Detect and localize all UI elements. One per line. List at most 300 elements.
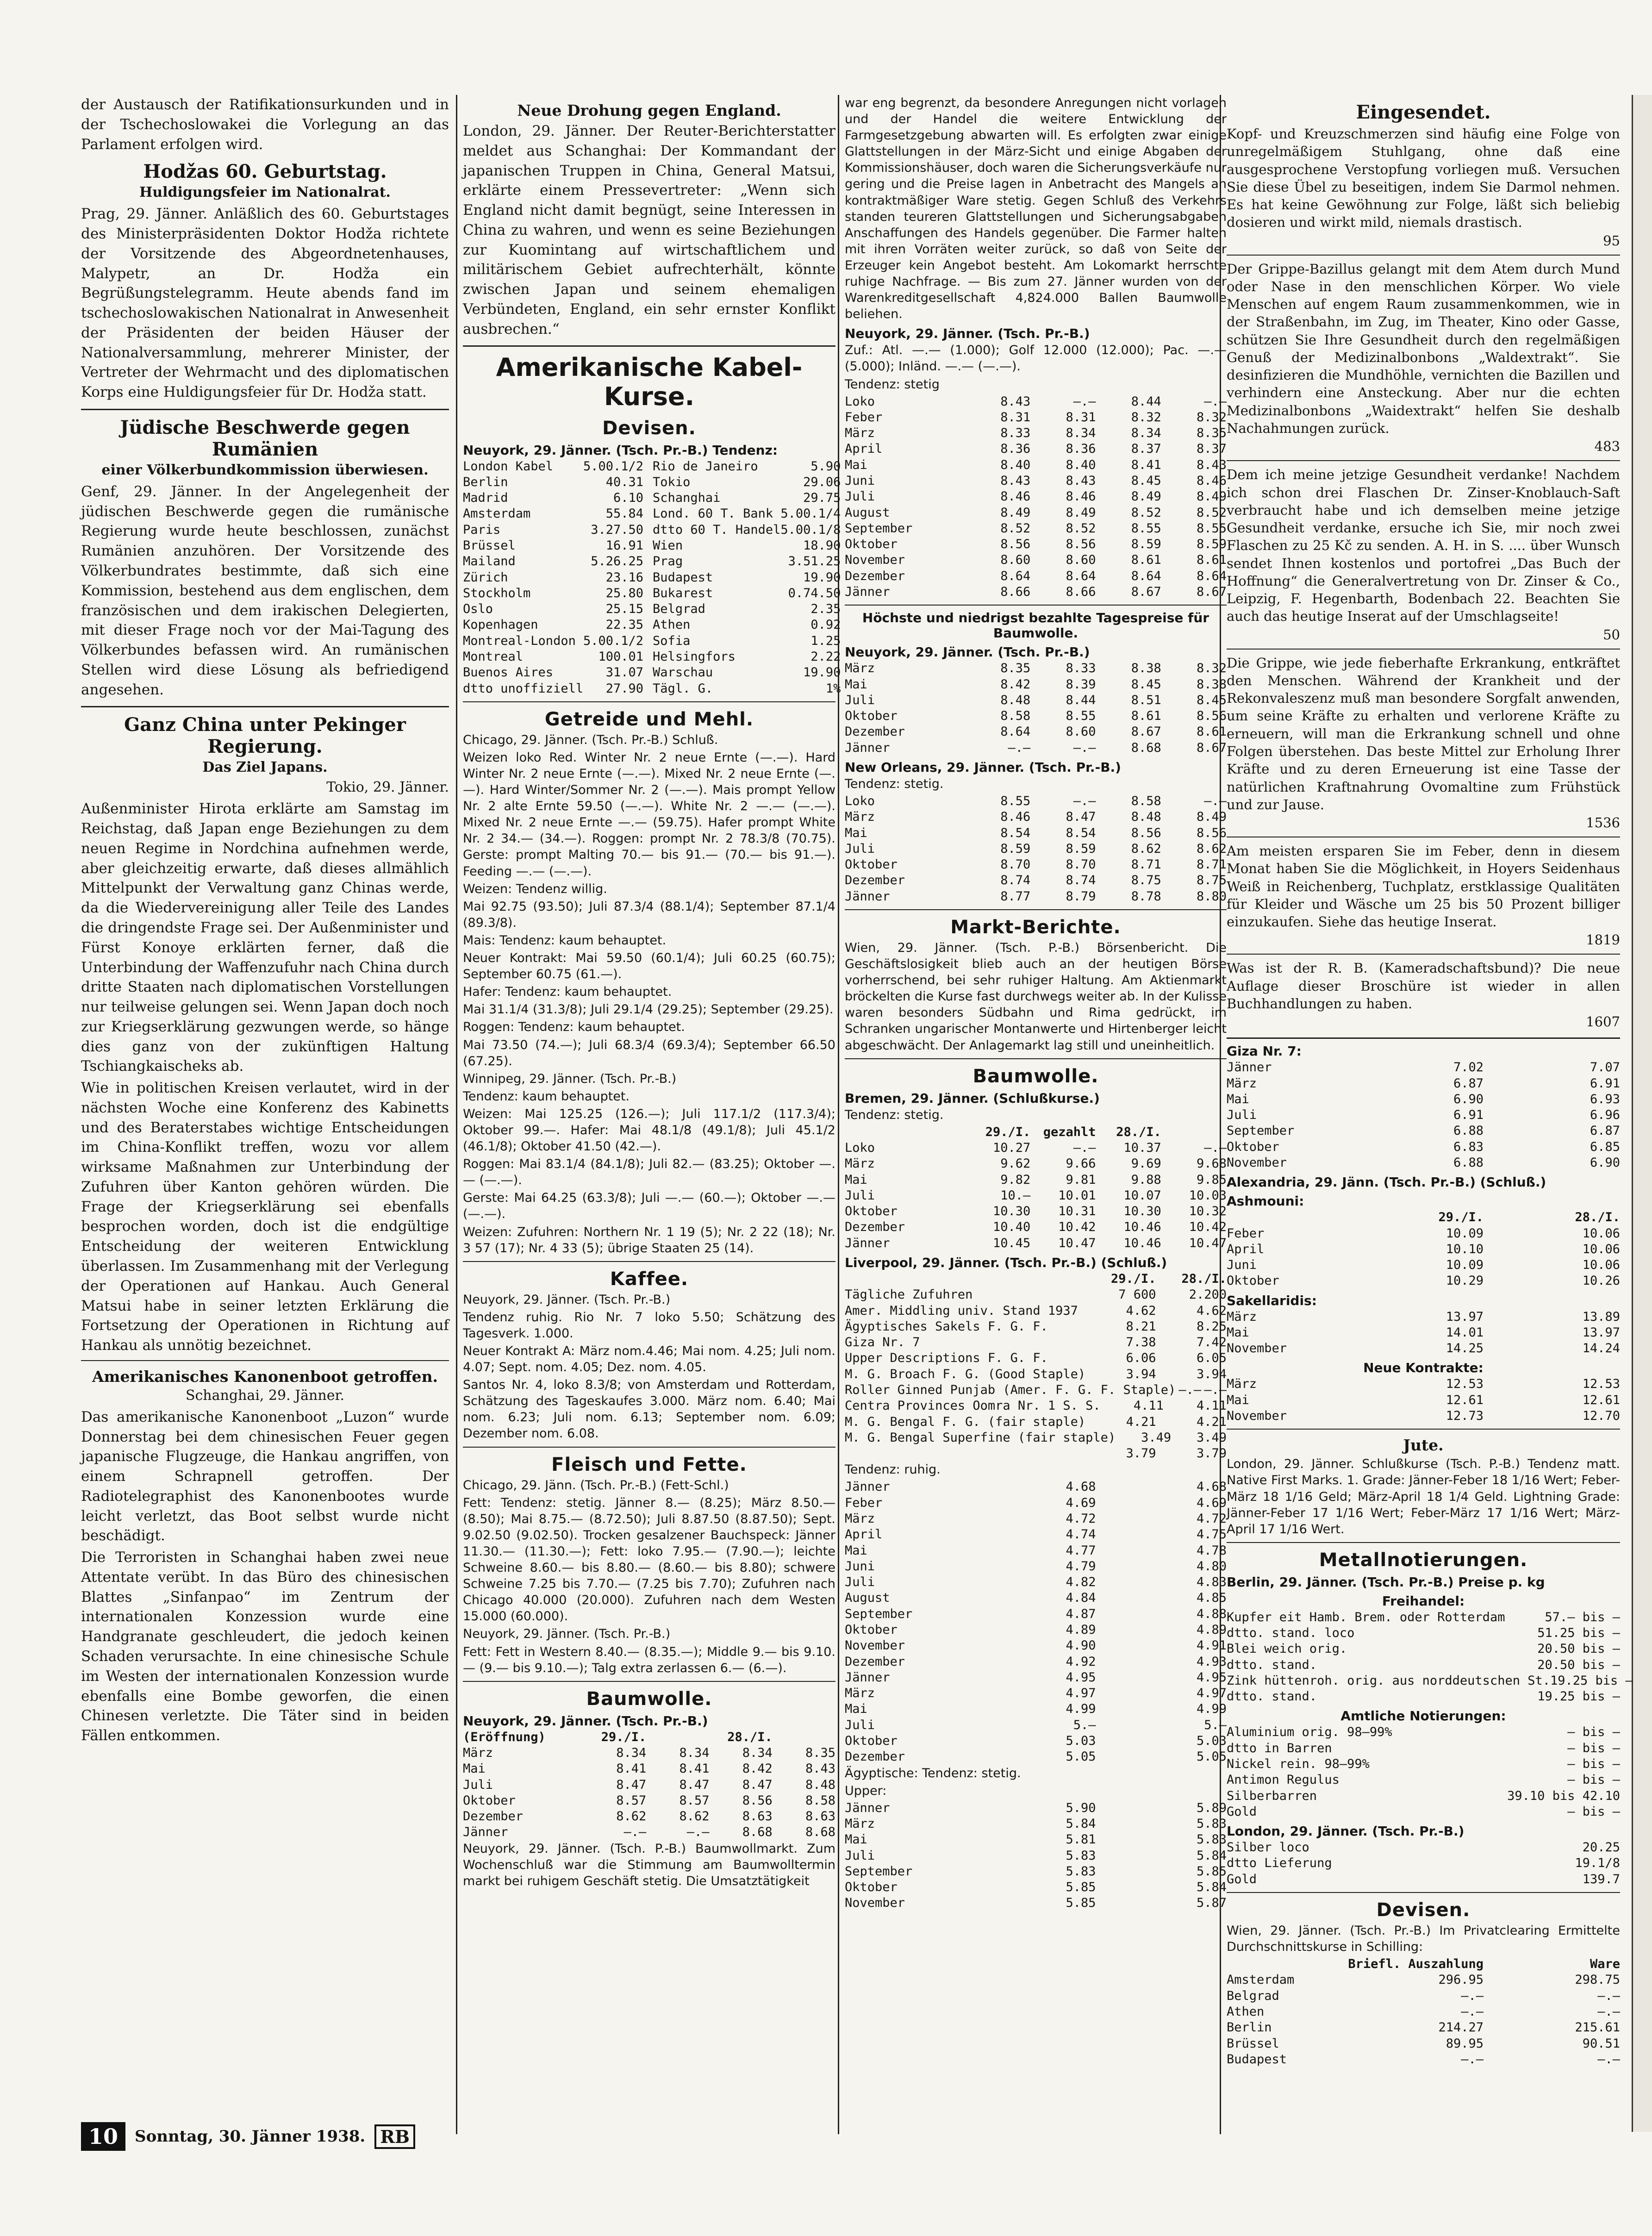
- table-row: [845, 1446, 1227, 1462]
- table-row: [845, 1511, 1227, 1527]
- table-row: [845, 740, 1227, 756]
- row-value: —.—: [1204, 394, 1227, 409]
- table-row: [845, 1895, 1227, 1911]
- table-row: [845, 1335, 1227, 1350]
- row-value: 9.88: [1131, 1172, 1161, 1187]
- table-row: [653, 633, 841, 649]
- table-row: [845, 1606, 1227, 1622]
- advert-number: 483: [1594, 438, 1620, 455]
- row-value: 5.84: [1196, 1848, 1227, 1863]
- row-value: 10.30: [1123, 1204, 1161, 1219]
- table-row: [845, 1414, 1227, 1430]
- row-value: 8.34: [679, 1745, 710, 1760]
- row-label: Dezember: [463, 1809, 524, 1824]
- row-value: 5.90: [810, 459, 841, 474]
- row-value: 8.63: [742, 1809, 773, 1824]
- row-value: —.—: [1073, 740, 1096, 755]
- table-row: [845, 1367, 1227, 1382]
- table-row: [845, 1156, 1227, 1172]
- article-title-juedische: Jüdische Beschwerde gegen Rumänien: [120, 416, 410, 460]
- table-row: [845, 841, 1227, 857]
- wien-devisen-table: [1227, 1956, 1620, 2067]
- table-row: [845, 1749, 1227, 1765]
- table-row: [845, 1622, 1227, 1638]
- row-value: 12.70: [1582, 1409, 1620, 1424]
- row-value: 8.59: [1000, 841, 1031, 856]
- row-value: 8.57: [616, 1793, 647, 1808]
- sakellaridis-table: [1227, 1309, 1620, 1357]
- row-value: 5.84: [1066, 1817, 1096, 1831]
- row-value: 8.66: [1000, 584, 1031, 599]
- table-row: [463, 1824, 835, 1840]
- row-label: Montreal-London: [463, 633, 576, 648]
- row-value: 8.32: [1196, 410, 1227, 425]
- row-label: November: [1227, 1155, 1287, 1170]
- row-value: 8.78: [1131, 889, 1161, 904]
- row-value: 8.35: [1000, 661, 1031, 676]
- row-value: 8.74: [1000, 873, 1031, 888]
- row-label: Mai: [1227, 1393, 1249, 1407]
- row-label: November: [845, 1896, 905, 1911]
- row-label: Mai: [1227, 1325, 1249, 1340]
- advert-ovomaltine: Die Grippe, wie jede fieberhafte Erkrankung, entkräftet den Menschen. Während der Krankheit und der Rekonvaleszenz muß man besondere Sorgfalt anwenden, um seine Kräfte zu erhalten und verlorene Kräfte zu erneuern, will man die Erkrankung schnell und ohne Folgen überstehen. Das beste Mittel zur Erholung Ihrer Kräfte und zu deren Erneuerung ist eine Tasse der natürlichen Kraftnahrung Ovomaltine zum Frühstück und zur Jause.: [1227, 655, 1620, 812]
- row-value: 8.67: [1196, 584, 1227, 599]
- row-value: 8.70: [1066, 857, 1096, 872]
- table-row: [653, 459, 841, 475]
- table-row: [463, 506, 643, 522]
- row-value: 12.73: [1446, 1409, 1484, 1424]
- kaffee-report: [463, 1292, 835, 1442]
- table-row: [653, 522, 841, 538]
- row-value: 7 600: [1118, 1287, 1156, 1302]
- row-label: Juli: [1227, 1108, 1257, 1123]
- table-row: [845, 1188, 1227, 1204]
- row-label: April: [1227, 1242, 1265, 1256]
- row-label: Stockholm: [463, 586, 531, 600]
- row-label: dtto in Barren: [1227, 1741, 1332, 1755]
- row-value: 8.58: [805, 1793, 835, 1808]
- row-value: 3.49: [1141, 1430, 1172, 1445]
- row-value: 3.94: [1126, 1367, 1156, 1381]
- row-value: 8.43: [1196, 457, 1227, 472]
- divider: [1227, 1542, 1620, 1543]
- table-row: [845, 505, 1227, 521]
- row-label: Antimon Regulus: [1227, 1773, 1340, 1787]
- report-line: Weizen: Tendenz willig.: [463, 881, 607, 896]
- row-value: 51.25 bis —: [1537, 1626, 1620, 1641]
- row-value: 10.01: [1058, 1188, 1096, 1203]
- row-label: September: [845, 1864, 913, 1879]
- row-value: 9.66: [1066, 1156, 1096, 1171]
- table-row: [845, 693, 1227, 708]
- section-title-kabel-kurse: Amerikanische Kabel-Kurse.: [496, 353, 803, 411]
- row-value: 8.42: [1000, 677, 1031, 692]
- row-value: 4.62: [1196, 1303, 1227, 1318]
- table-row: [845, 441, 1227, 457]
- row-value: 8.45: [1131, 677, 1161, 692]
- row-value: 14.01: [1446, 1325, 1484, 1340]
- divider: [463, 1447, 835, 1448]
- row-value: Ware: [1590, 1957, 1620, 1972]
- row-value: 10.03: [1189, 1188, 1227, 1203]
- row-value: 3.94: [1196, 1367, 1227, 1381]
- section-title-metall: Metallnotierungen.: [1319, 1549, 1528, 1571]
- table-row: [845, 1287, 1227, 1303]
- table-row: [653, 538, 841, 554]
- row-value: 8.36: [1066, 442, 1096, 456]
- advert-number: 95: [1603, 232, 1620, 249]
- row-value: 57.— bis —: [1545, 1610, 1620, 1624]
- row-value: 8.35: [805, 1745, 835, 1760]
- row-value: 29.06: [803, 475, 841, 489]
- divider: [845, 1058, 1227, 1059]
- table-row: [463, 1745, 835, 1761]
- report-line: Chicago, 29. Jänn. (Tsch. Pr.-B.) (Fett-Schl.): [463, 1478, 729, 1493]
- table-row: [1227, 1341, 1620, 1356]
- row-label: Juli: [845, 841, 875, 856]
- article-title-kanonenboot: Amerikanisches Kanonenboot getroffen.: [92, 1367, 438, 1386]
- advert-broschuere: Was ist der R. B. (Kameradschaftsbund)? Die neue Auflage dieser Broschüre ist wieder in allen Buchhandlungen zu haben.: [1227, 960, 1620, 1012]
- table-row: [463, 601, 643, 617]
- row-label: Loko: [845, 794, 875, 809]
- row-label: Amer. Middling univ. Stand 1937: [845, 1303, 1078, 1318]
- row-value: 8.59: [1196, 537, 1227, 552]
- row-value: 8.67: [1131, 725, 1161, 739]
- report-continuation: war eng begrenzt, da besondere Anregungen nicht vorlagen und der Handel die weitere Entwicklung der Farmgesetzgebung abwarten will. Es erfolgten zwar einige Glattstellungen in der März-Sicht und einige Abgaben der Kommissionshäuser, doch waren die Sicherungsverkäufe nur gering und die Preise lagen in Anbetracht des Mangels an kontraktmäßiger Ware stetig. Gegen Schluß des Verkehrs standen teureren Glattstellungen und Sicherungsabgaben Anschaffungen des Handels gegenüber. Die Farmer halten mit ihren Vorräten weiter zurück, so daß von Seite der Erzeuger kein Angebot besteht. Am Lokomarkt herrschte ruhige Nachfrage. — Bis zum 27. Jänner wurden von der Warenkreditgesellschaft 4,824.000 Ballen Baumwolle beliehen.: [845, 96, 1227, 322]
- row-value: 8.71: [1196, 857, 1227, 872]
- divider: [1227, 255, 1620, 256]
- row-label: Mai: [845, 677, 867, 692]
- row-value: 31.07: [605, 665, 644, 680]
- row-label: dtto 60 T. Handel: [653, 522, 781, 537]
- row-label: M. G. Broach F. G. (Good Staple): [845, 1367, 1086, 1381]
- row-label: Oktober: [845, 857, 898, 872]
- row-label: M. G. Bengal F. G. (fair staple): [845, 1414, 1086, 1429]
- row-label: Blei weich orig.: [1227, 1642, 1347, 1656]
- table-row: [845, 1236, 1227, 1251]
- row-label: Zürich: [463, 570, 508, 585]
- row-value: 8.31: [1000, 410, 1031, 425]
- row-value: 8.48: [1000, 693, 1031, 707]
- row-value: 0.74.50: [788, 586, 841, 600]
- row-value: 8.34: [1131, 426, 1161, 441]
- table-row: [845, 425, 1227, 441]
- table-row: [845, 1319, 1227, 1335]
- table-note: Ägyptische: Tendenz: stetig.: [845, 1766, 1021, 1780]
- row-value: —.—: [1204, 794, 1227, 809]
- column-3: [845, 95, 1227, 1911]
- row-value: 10.47: [1189, 1236, 1227, 1250]
- row-value: —.—: [686, 1825, 710, 1840]
- row-value: 5.26.25: [591, 554, 644, 569]
- row-value: 9.69: [1131, 1156, 1161, 1171]
- row-label: Mai: [1227, 1092, 1249, 1106]
- table-row: [845, 1864, 1227, 1880]
- row-value: 10.45: [992, 1236, 1031, 1250]
- row-value: 4.77: [1066, 1543, 1096, 1558]
- row-value: 6.91: [1453, 1108, 1484, 1123]
- table-caption: Berlin, 29. Jänner. (Tsch. Pr.-B.) Preise p. kg: [1227, 1574, 1545, 1590]
- row-label: Tägliche Zufuhren: [845, 1287, 973, 1302]
- row-label: [845, 1124, 965, 1140]
- row-label: Juli: [845, 1575, 875, 1590]
- table-row: [1227, 2052, 1620, 2067]
- row-value: 6.96: [1590, 1108, 1620, 1123]
- table-row: [463, 522, 643, 538]
- row-value: gezahlt: [1043, 1124, 1096, 1139]
- row-value: 18.90: [803, 538, 841, 553]
- table-row: [463, 459, 643, 475]
- row-value: 296.95: [1438, 1973, 1484, 1987]
- row-value: 7.07: [1590, 1060, 1620, 1075]
- divider: [1227, 1037, 1620, 1039]
- row-value: 29./I.: [1438, 1210, 1484, 1225]
- table-row: [845, 1398, 1227, 1414]
- row-value: 8.61: [1196, 725, 1227, 739]
- row-value: 5.03: [1066, 1733, 1096, 1748]
- page-footer: [81, 2118, 451, 2155]
- row-value: 8.44: [1066, 693, 1096, 707]
- row-value: 29./I.: [985, 1124, 1031, 1139]
- divider: [845, 605, 1227, 606]
- row-value: 4.95: [1066, 1670, 1096, 1685]
- row-value: 20.50 bis —: [1537, 1642, 1620, 1656]
- table-caption: Neuyork, 29. Jänner. (Tsch. Pr.-B.): [845, 644, 1090, 660]
- table-note: Tendenz: stetig.: [845, 776, 944, 791]
- row-label: Oktober: [1227, 1139, 1279, 1154]
- row-value: 6.83: [1453, 1139, 1484, 1154]
- row-value: 13.97: [1582, 1325, 1620, 1340]
- advert-number: 1819: [1586, 932, 1620, 948]
- row-value: 5.84: [1196, 1880, 1227, 1895]
- row-value: 90.51: [1582, 2036, 1620, 2051]
- row-value: 8.77: [1000, 889, 1031, 904]
- row-value: 2.200: [1189, 1287, 1227, 1302]
- row-label: September: [845, 521, 913, 536]
- row-label: Aluminium orig. 98—99%: [1227, 1725, 1392, 1740]
- table-row: [463, 490, 643, 506]
- row-label: Bukarest: [653, 586, 713, 600]
- divider: [1227, 649, 1620, 650]
- divider: [463, 701, 835, 702]
- row-value: 16.91: [605, 538, 644, 553]
- row-label: Jänner: [845, 1670, 890, 1685]
- row-label: Jänner: [845, 584, 890, 599]
- row-value: 8.40: [1066, 457, 1096, 472]
- row-label: Dezember: [845, 1220, 905, 1235]
- page-number: 10: [81, 2122, 125, 2151]
- row-value: 298.75: [1575, 1973, 1620, 1987]
- row-label: August: [845, 1591, 890, 1605]
- row-label: Madrid: [463, 491, 508, 506]
- row-value: 8.43: [1000, 474, 1031, 488]
- row-value: 5.03: [1196, 1733, 1227, 1748]
- row-value: 4.78: [1196, 1543, 1227, 1558]
- amtliche-table: [1227, 1724, 1620, 1820]
- row-value: 5.05: [1196, 1749, 1227, 1764]
- row-value: 25.80: [605, 586, 644, 600]
- row-label: März: [463, 1745, 493, 1760]
- row-label: März: [845, 1156, 875, 1171]
- row-label: Athen: [1227, 2005, 1265, 2019]
- table-row: [653, 665, 841, 681]
- baumwolle-note: Neuyork, 29. Jänner. (Tsch. P.-B.) Baumwollmarkt. Zum Wochenschluß war die Stimmung am Baumwolltermin markt bei ruhigem Geschäft stetig. Die Umsatztätigkeit: [463, 1841, 835, 1888]
- row-value: 5.00.1/2: [583, 459, 644, 474]
- row-value: 8.64: [1066, 568, 1096, 583]
- table-row: [463, 570, 643, 586]
- table-row: [1227, 1689, 1620, 1705]
- table-row: [845, 584, 1227, 600]
- row-value: 10.31: [1058, 1204, 1096, 1219]
- row-value: 19.1/8: [1575, 1856, 1620, 1871]
- table-row: [1227, 1840, 1620, 1855]
- table-row: [845, 1479, 1227, 1495]
- row-label: M. G. Bengal Superfine (fair staple): [845, 1430, 1116, 1445]
- row-label: März: [1227, 1377, 1257, 1392]
- row-label: Budapest: [653, 570, 713, 585]
- row-label: März: [1227, 1309, 1257, 1324]
- row-value: 8.39: [1066, 677, 1096, 692]
- row-value: 4.62: [1126, 1303, 1156, 1318]
- row-value: 2.35: [810, 602, 841, 617]
- row-label: August: [845, 505, 890, 520]
- row-value: 4.68: [1196, 1480, 1227, 1494]
- row-label: März: [845, 810, 875, 824]
- row-value: 3.79: [1126, 1446, 1156, 1461]
- row-label: Helsingfors: [653, 649, 736, 664]
- row-label: (Eröffnung): [463, 1730, 546, 1744]
- table-row: [1227, 1309, 1620, 1325]
- table-row: [845, 537, 1227, 552]
- row-value: 4.11: [1133, 1399, 1164, 1413]
- row-value: 8.57: [679, 1793, 710, 1808]
- row-label: dtto. stand.: [1227, 1657, 1317, 1672]
- devisen-right: [653, 459, 841, 697]
- table-caption: Neuyork, 29. Jänner. (Tsch. Pr.-B.) Tendenz:: [463, 442, 778, 458]
- table-row: [1227, 2020, 1620, 2036]
- row-label: Jänner: [463, 1825, 508, 1840]
- row-value: 8.45: [1196, 693, 1227, 707]
- row-value: 8.49: [1000, 505, 1031, 520]
- row-value: 8.58: [1131, 794, 1161, 809]
- row-label: Oktober: [845, 537, 898, 552]
- row-value: 4.95: [1196, 1670, 1227, 1685]
- table-row: [653, 586, 841, 601]
- row-label: Oktober: [845, 1204, 898, 1219]
- row-value: 6.87: [1453, 1076, 1484, 1091]
- row-label: Mai: [845, 457, 867, 472]
- table-row: [653, 601, 841, 617]
- bremen-table: [845, 1124, 1227, 1251]
- row-value: 8.46: [1066, 489, 1096, 504]
- row-value: 6.88: [1453, 1124, 1484, 1138]
- row-value: Briefl. Auszahlung: [1348, 1957, 1484, 1972]
- row-label: dtto unoffiziell: [463, 681, 584, 696]
- table-row: [845, 1543, 1227, 1559]
- row-value: 10.32: [1189, 1204, 1227, 1219]
- table-row: [463, 633, 643, 649]
- divider: [1227, 954, 1620, 955]
- row-value: 12.61: [1582, 1393, 1620, 1407]
- row-label: Silber loco: [1227, 1840, 1309, 1855]
- row-value: 8.49: [1066, 505, 1096, 520]
- row-label: Amsterdam: [463, 506, 531, 521]
- row-value: 8.61: [1131, 709, 1161, 724]
- table-caption: Freihandel:: [1382, 1593, 1465, 1609]
- table-row: [1227, 1804, 1620, 1820]
- row-label: März: [1227, 1076, 1257, 1091]
- advert-number: 1536: [1586, 815, 1620, 831]
- row-value: 8.49: [1131, 489, 1161, 504]
- row-value: 8.41: [1131, 457, 1161, 472]
- report-line: Fett: Fett in Western 8.40.— (8.35.—); Middle 9.— bis 9.10.— (9.— bis 9.10.—); Talg extra zerlassen 6.— (6.—).: [463, 1644, 835, 1675]
- row-value: 8.47: [679, 1777, 710, 1792]
- table-row: [653, 570, 841, 586]
- row-value: 8.75: [1131, 873, 1161, 888]
- section-title-baumwolle-2: Baumwolle.: [972, 1065, 1099, 1087]
- table-caption: Neue Kontrakte:: [1363, 1360, 1484, 1376]
- table-row: [845, 1172, 1227, 1188]
- report-line: Neuer Kontrakt A: März nom.4.46; Mai nom. 4.25; Juli nom. 4.07; Sept. nom. 4.05; Dez. nom. 4.05.: [463, 1344, 835, 1375]
- row-label: [845, 1446, 1085, 1462]
- report-line: Mais: Tendenz: kaum behauptet.: [463, 933, 667, 948]
- row-value: 8.55: [1196, 521, 1227, 536]
- row-value: 8.41: [679, 1761, 710, 1776]
- table-row: [845, 1654, 1227, 1670]
- report-line: Neuer Kontrakt: Mai 59.50 (60.1/4); Juli 60.25 (60.75); September 60.75 (61.—).: [463, 951, 835, 982]
- row-value: — bis —: [1567, 1757, 1620, 1772]
- row-label: dtto Lieferung: [1227, 1856, 1332, 1871]
- jute-body: London, 29. Jänner. Schlußkurse (Tsch. P.-B.) Tendenz matt. Native First Marks. 1. Grade: Jänner-Feber 18 1/16 Wert; Feber-März 18 1/16 Geld; März-April 18 1/4 Geld. Lightning Grade: Jänner-Feber 17 1/16 Wert; Feber-März 17 1/16 Wert; März-April 17 1/16 Wert.: [1227, 1457, 1620, 1536]
- liverpool-table: [845, 1271, 1227, 1462]
- table-note: Upper:: [845, 1783, 887, 1798]
- row-value: 10.42: [1058, 1220, 1096, 1235]
- table-row: [653, 617, 841, 633]
- row-value: 39.10 bis 42.10: [1507, 1788, 1620, 1803]
- row-label: Sofia: [653, 633, 691, 648]
- row-label: Mai: [845, 1832, 867, 1847]
- row-label: Athen: [653, 618, 691, 632]
- row-value: 12.61: [1446, 1393, 1484, 1407]
- table-row: [845, 1382, 1227, 1398]
- row-value: 14.25: [1446, 1341, 1484, 1356]
- table-row: [845, 1733, 1227, 1749]
- row-value: 20.50 bis —: [1537, 1657, 1620, 1672]
- row-value: 4.84: [1066, 1591, 1096, 1605]
- table-row: [845, 489, 1227, 505]
- row-value: —.—: [1461, 2052, 1484, 2067]
- report-line: Roggen: Mai 83.1/4 (84.1/8); Juli 82.— (83.25); Oktober —.— (—.—).: [463, 1157, 835, 1188]
- row-value: 8.60: [1066, 725, 1096, 739]
- markt-body: Wien, 29. Jänner. (Tsch. P.-B.) Börsenbericht. Die Geschäftslosigkeit blieb auch an der heutigen Börse vorherrschend, bei sehr ruhiger Haltung. Am Aktienmarkt bröckelten die Kurse fast durchwegs weiter ab. In der Kulisse waren besonders Südbahn und Rima gedrückt, im Schranken ungarischer Montanwerte und Hirtenberger leicht abgeschwächt. Der Anlagemarkt lag still und uneinheitlich.: [845, 941, 1227, 1053]
- row-value: 4.83: [1196, 1575, 1227, 1590]
- row-value: 8.34: [1066, 426, 1096, 441]
- row-value: 8.41: [616, 1761, 647, 1776]
- row-value: 8.70: [1000, 857, 1031, 872]
- divider: [1227, 460, 1620, 461]
- row-value: 13.97: [1446, 1309, 1484, 1324]
- row-value: 28./I.: [1575, 1210, 1620, 1225]
- row-value: 8.45: [1131, 474, 1161, 488]
- row-value: 4.75: [1196, 1527, 1227, 1542]
- row-label: Wien: [653, 538, 683, 553]
- row-value: —.—: [1597, 2052, 1620, 2067]
- row-value: 8.59: [1131, 537, 1161, 552]
- row-value: 8.21: [1126, 1319, 1156, 1334]
- row-value: 10.09: [1446, 1258, 1484, 1273]
- report-line: Weizen: Mai 125.25 (126.—); Juli 117.1/2 (117.3/4); Oktober 99.—. Hafer: Mai 48.1/8 (49.1/8); Juli 45.1/2 (46.1/8); Oktober 41.50 (42.—).: [463, 1106, 835, 1154]
- table-row: [845, 873, 1227, 888]
